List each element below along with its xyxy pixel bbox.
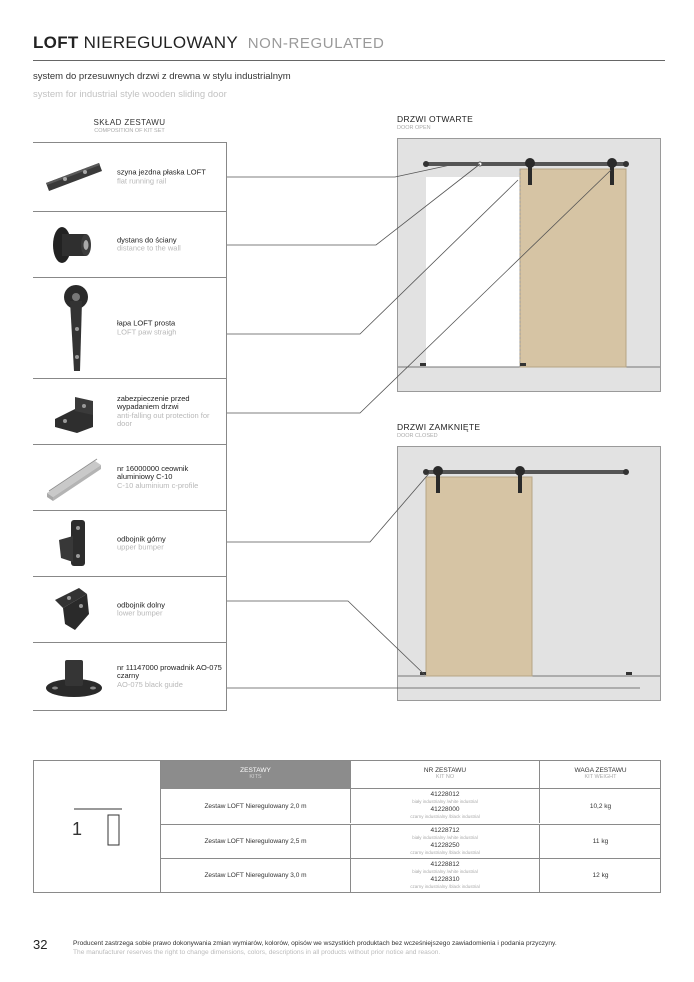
footer-note-pl: Producent zastrzega sobie prawo dokonywania zmian wymiarów, kolorów, opisów we wszystkich produktach bez wcześniejszego zawiadomienia i podania przyczyny. [73, 940, 557, 947]
wall-spacer-icon [39, 212, 109, 277]
door-open-diagram [397, 138, 661, 392]
kit-nr-black: 41228310 [430, 876, 460, 883]
kit-name: Zestaw LOFT Nieregulowany 3,0 m [204, 872, 307, 879]
door-closed-label-en: DOOR CLOSED [397, 433, 438, 439]
kit-name: Zestaw LOFT Nieregulowany 2,5 m [204, 838, 307, 845]
kit-item-en: flat running rail [117, 176, 167, 185]
table-row [161, 858, 661, 892]
kit-item-en: C-10 aluminium c-profile [117, 480, 199, 490]
kit-nr-black-caption: czarny industrialny /black industrial [410, 850, 480, 855]
kit-heading-pl: SKŁAD ZESTAWU [93, 118, 166, 127]
header-kits-pl: ZESTAWY [240, 767, 271, 774]
kit-item [33, 577, 226, 643]
header-nr-pl: NR ZESTAWU [423, 767, 467, 774]
door-open-label [397, 114, 473, 131]
kit-item-en: upper bumper [117, 542, 164, 552]
page-number: 32 [33, 937, 48, 952]
header-weight-pl: WAGA ZESTAWU [574, 767, 627, 774]
kit-nr-black: 41228250 [430, 842, 460, 849]
kit-item [33, 278, 226, 379]
kit-heading-en: COMPOSITION OF KIT SET [94, 128, 165, 134]
door-closed-label [397, 422, 480, 439]
title-bold: LOFT [33, 33, 79, 52]
c-profile-icon [39, 445, 109, 510]
kit-nr-black-caption: czarny industrialny /black industrial [410, 814, 480, 819]
kit-item-en: distance to the wall [117, 243, 181, 253]
title-rest: NIEREGULOWANY [83, 33, 238, 52]
kit-item-en: AO-075 black guide [117, 679, 183, 689]
kit-nr-white: 41228812 [430, 861, 460, 868]
kit-item [33, 445, 226, 511]
header-kits-en: KITS [249, 774, 262, 780]
kit-nr-white: 41228712 [430, 827, 460, 834]
header-weight-en: KIT WEIGHT [584, 774, 617, 780]
kit-item [33, 643, 226, 710]
kits-table [33, 760, 661, 893]
door-type-number: 1 [72, 819, 83, 839]
kit-weight: 10,2 kg [539, 789, 661, 823]
kit-item-en: LOFT paw straigh [117, 327, 177, 336]
kit-item-pl: nr 11147000 prowadnik AO-075 czarny [117, 662, 222, 681]
kit-item-en: anti-falling out protection for door [117, 410, 210, 429]
kit-nr-black-caption: czarny industrialny /black industrial [410, 884, 480, 889]
paw-bracket-icon [39, 278, 109, 378]
upper-bumper-icon [39, 511, 109, 576]
kit-nr-white-caption: biały industrialny /white industrial [412, 869, 478, 874]
kit-item [33, 212, 226, 278]
table-row [161, 824, 661, 858]
header-nr-en: KIT NO [435, 774, 455, 780]
kit-item-pl: dystans do ściany [117, 234, 177, 244]
kit-nr-white-caption: biały industrialny /white industrial [412, 835, 478, 840]
flat-rail-icon [39, 143, 109, 211]
title-divider [33, 60, 665, 61]
kit-list [33, 142, 227, 711]
page-title [33, 33, 384, 53]
kit-nr-white: 41228012 [430, 791, 460, 798]
header-kits [161, 761, 350, 789]
footer-note-en: The manufacturer reserves the right to change dimensions, colors, descriptions in all products without prior notice and reason. [73, 949, 441, 956]
door-closed-label-pl: DRZWI ZAMKNIĘTE [397, 422, 481, 432]
kit-item-pl: odbojnik górny [117, 533, 166, 543]
kit-item-pl: nr 16000000 ceownik aluminiowy C-10 [117, 463, 189, 482]
kit-numbers [350, 859, 539, 892]
header-kit-no [350, 761, 539, 789]
anti-fall-clip-icon [39, 379, 109, 444]
kit-item [33, 379, 226, 445]
kit-nr-white-caption: biały industrialny /white industrial [412, 799, 478, 804]
kit-heading [33, 118, 226, 134]
kit-item-pl: szyna jezdna płaska LOFT [117, 167, 206, 177]
kit-item-en: lower bumper [117, 608, 163, 618]
table-row [161, 789, 661, 823]
header-weight [539, 761, 661, 789]
kit-weight: 12 kg [539, 859, 661, 892]
kit-item-pl: odbojnik dolny [117, 599, 165, 609]
kit-numbers [350, 825, 539, 858]
floor-guide-icon [39, 643, 109, 710]
subtitle-pl: system do przesuwnych drzwi z drewna w stylu industrialnym [33, 71, 291, 82]
lower-bumper-icon [39, 577, 109, 642]
kit-nr-black: 41228000 [430, 806, 460, 813]
kit-numbers [350, 789, 539, 823]
kit-item-pl: zabezpieczenie przed wypadaniem drzwi [117, 393, 190, 411]
kit-item [33, 511, 226, 577]
door-open-label-en: DOOR OPEN [397, 125, 431, 131]
door-closed-diagram [397, 446, 661, 701]
kit-weight: 11 kg [539, 825, 661, 858]
kit-item [33, 143, 226, 212]
kit-name: Zestaw LOFT Nieregulowany 2,0 m [204, 802, 307, 810]
title-en: NON-REGULATED [247, 35, 385, 52]
door-open-label-pl: DRZWI OTWARTE [397, 114, 474, 124]
subtitle-en: system for industrial style wooden sliding door [33, 89, 227, 100]
kit-item-pl: łapa LOFT prosta [117, 318, 176, 328]
